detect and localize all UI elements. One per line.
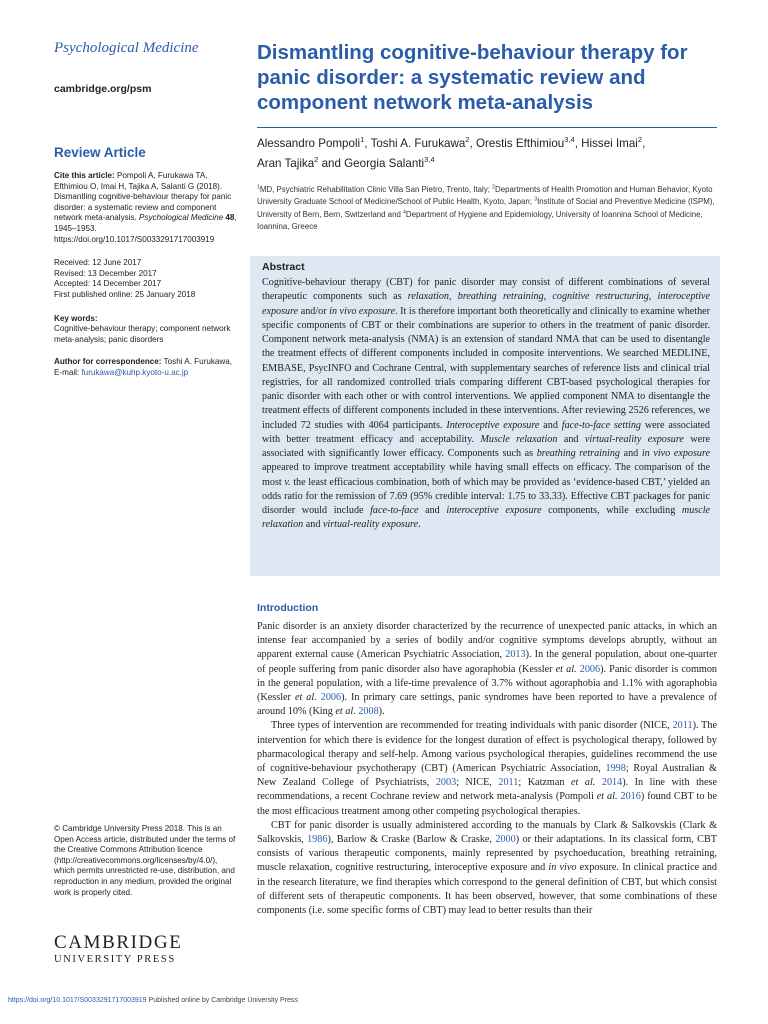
- author-name: Orestis Efthimiou: [475, 137, 565, 150]
- affiliation-mark: 1: [257, 184, 260, 191]
- paragraph-run: ).: [378, 706, 385, 718]
- reference-link[interactable]: 2003: [435, 777, 457, 789]
- abstract-run: face-to-face setting: [561, 419, 641, 431]
- author-separator: ,: [364, 137, 371, 150]
- author-separator: and: [318, 157, 345, 170]
- reference-link[interactable]: 2008: [358, 706, 379, 718]
- abstract-run: in vivo exposure: [329, 305, 396, 317]
- paragraph-run: exposure. In clinical practice and in the research literature, we find therapies which correspond to the general definition of CBT, but which consist of different sets of therapeutic components. It has been observed, however, that some combinations of these components (i.e. some specific forms of CBT) may lead to better results than their: [257, 862, 717, 917]
- author-name: Georgia Salanti: [344, 157, 425, 170]
- journal-name[interactable]: Psychological Medicine: [54, 40, 199, 56]
- article-header: [257, 40, 717, 234]
- cite-text: Pompoli A, Furukawa TA, Efthimiou O, Imai H, Tajika A, Salanti G (2018). Dismantling cognitive-behaviour therapy for panic disorder: a systematic review and component network meta-analysis.: [54, 171, 232, 223]
- introduction-text: [257, 620, 717, 918]
- paragraph-run: ; Royal Australian & New Zealand College of Psychiatrists,: [257, 763, 717, 789]
- author-affiliation-mark: 3,4: [564, 135, 575, 145]
- paragraph-run: et al.: [596, 791, 618, 803]
- abstract-run: Muscle relaxation: [480, 433, 558, 445]
- article-type: Review Article: [54, 145, 146, 160]
- cite-doi-link[interactable]: doi.org/10.1017/S0033291717003919: [78, 234, 215, 244]
- introduction-paragraph: [257, 719, 717, 818]
- abstract-run: breathing retraining: [536, 448, 620, 459]
- abstract-run: virtual-reality exposure: [584, 433, 684, 445]
- paragraph-run: in vivo: [548, 862, 577, 874]
- paragraph-run: CBT for panic disorder is usually administered according to the manuals by Clark & Salkovskis (Clark & Salkovskis,: [257, 819, 717, 846]
- reference-link[interactable]: 1986: [307, 834, 328, 846]
- cambridge-university-press-logo: [54, 933, 240, 965]
- paragraph-run: et al.: [570, 777, 596, 789]
- citation-block: [54, 171, 240, 245]
- abstract-run: and: [539, 419, 562, 431]
- author-affiliation-mark: 3,4: [424, 155, 435, 165]
- paragraph-run: ). The intervention for which there is evidence for the longest duration of effect is psychological therapy, followed by pharmacological therapy and self-help. Among various psychological therapies, guidelines recommend the use of cognitive-behaviour psychotherapy (CBT) (American Psychiatric Association,: [257, 720, 717, 775]
- correspondence-name: Toshi A. Furukawa, E-mail:: [54, 357, 232, 377]
- author-affiliation-mark: 2: [637, 135, 643, 145]
- author-name: Toshi A. Furukawa: [370, 137, 466, 150]
- abstract-run: ,: [449, 291, 458, 303]
- article-title: Dismantling cognitive-behaviour therapy for panic disorder: a systematic review and component network meta-analysis: [257, 41, 688, 114]
- abstract-run: muscle relaxation: [262, 505, 711, 531]
- cite-volume: 48: [225, 213, 235, 223]
- abstract-run: Interoceptive exposure: [446, 419, 540, 431]
- author-separator: ,: [574, 137, 582, 150]
- license-text: © Cambridge University Press 2018. This is an Open Access article, distributed under the terms of the Creative Commons Attribution licence (http://creativecommons.org/licenses/by/4.0/), which permits unrestricted re-use, distribution, and reproduction in any medium, provided the original work is properly cited.: [54, 824, 236, 897]
- abstract-text: [262, 276, 710, 533]
- reference-link[interactable]: 1998: [605, 763, 626, 775]
- paragraph-run: et al.: [555, 663, 577, 675]
- abstract-run: in vivo exposure: [641, 448, 711, 459]
- footer-doi-link[interactable]: https://doi.org/10.1017/S0033291717003919: [8, 997, 147, 1004]
- abstract-run: interoceptive exposure: [446, 505, 542, 516]
- abstract-run: interoceptive exposure: [262, 291, 711, 317]
- cite-pages: , 1945–1953. https://: [54, 213, 237, 244]
- author-affiliation-mark: 2: [314, 155, 319, 165]
- article-sidebar: [54, 40, 240, 379]
- author-separator: ,: [642, 137, 646, 150]
- footer-published-text: Published online by Cambridge University Press: [146, 997, 298, 1004]
- affiliation-mark: 2: [492, 184, 496, 191]
- introduction-paragraph: [257, 819, 717, 918]
- paragraph-run: ; NICE,: [456, 777, 499, 789]
- abstract-run: v.: [284, 476, 291, 488]
- abstract-run: and: [418, 505, 447, 516]
- abstract-run: components, while excluding: [541, 505, 682, 516]
- affiliation-text: Departments of Health Promotion and Human Behavior, Kyoto University Graduate School of Medicine/School of Public Health, Kyoto, Japan;: [257, 185, 713, 207]
- date-published: First published online: 25 January 2018: [54, 289, 196, 299]
- abstract-run: and: [620, 448, 642, 459]
- paragraph-run: ). Panic disorder is common in the general population, with a life-time prevalence of 3.7% without agoraphobia and 1.1% with agoraphobia (Kessler: [257, 663, 718, 704]
- reference-link[interactable]: 2016: [620, 791, 641, 803]
- date-received: Received: 12 June 2017: [54, 258, 142, 268]
- paragraph-run: ). In primary care settings, panic syndromes have been reported to have a prevalence of around 10% (King: [257, 692, 718, 718]
- abstract-run: and: [557, 433, 585, 445]
- author-list: [257, 134, 717, 174]
- affiliation-text: Institute of Social and Preventive Medicine (ISPM), University of Bern, Bern, Switzerland and: [257, 197, 715, 219]
- reference-link[interactable]: 2011: [672, 720, 693, 732]
- affiliations: [257, 184, 717, 234]
- abstract-run: ,: [543, 291, 553, 303]
- abstract-run: .: [418, 519, 421, 531]
- affiliation-mark: 4: [403, 209, 406, 216]
- date-accepted: Accepted: 14 December 2017: [54, 279, 162, 289]
- paragraph-run: et al.: [335, 706, 356, 718]
- reference-link[interactable]: 2013: [505, 649, 526, 661]
- paragraph-run: Panic disorder is an anxiety disorder characterized by the recurrence of unexpected panic attacks, in which an intense fear accompanied by a series of bodily and/or cognitive symptoms develops abruptly, without an apparent external cause (American Psychiatric Association,: [257, 621, 717, 661]
- abstract-run: and/or: [298, 305, 330, 317]
- title-divider: [257, 127, 717, 128]
- affiliation-mark: 3: [534, 196, 538, 203]
- correspondence-label: Author for correspondence:: [54, 357, 162, 367]
- affiliation-text: Department of Hygiene and Epidemiology, University of Ioannina School of Medicine, Ioannina, Greece: [257, 209, 703, 232]
- logo-line1: CAMBRIDGE: [54, 932, 183, 953]
- paragraph-run: ) or their adaptations. In its classical form, CBT consists of various therapeutic components, mainly represented by psychoeducation, breathing retraining, muscle relaxation, cognitive restructuring, interoceptive exposure and: [257, 834, 717, 874]
- author-name: Hissei Imai: [581, 137, 638, 150]
- author-affiliation-mark: 2: [465, 135, 470, 145]
- dates-block: [54, 258, 240, 300]
- abstract-run: the least efficacious combination, both of which may be provided as ‘evidence-based CBT,’ yielded an odds ratio for the remission of 7.69 (95% credible interval: 1.75 to 33.33). Effective CBT packages for panic disorder would include: [262, 476, 710, 516]
- author-affiliation-mark: 1: [360, 135, 365, 145]
- author-name: Aran Tajika: [257, 157, 315, 170]
- abstract-run: and: [303, 519, 323, 531]
- paragraph-run: Three types of intervention are recommended for treating individuals with panic disorder (NICE,: [271, 720, 673, 732]
- paragraph-run: ; Katzman: [518, 777, 571, 789]
- abstract-run: cognitive restructuring: [552, 291, 649, 303]
- correspondence-block: [54, 357, 240, 378]
- paragraph-run: ). In line with these recommendations, a recent Cochrane review and network meta-analysis (Pompoli: [257, 777, 717, 803]
- abstract-run: virtual-reality exposure: [322, 519, 419, 531]
- paragraph-run: ) found CBT to be the most efficacious treatment among other competing psychological therapies.: [257, 791, 717, 817]
- abstract-run: relaxation: [407, 291, 449, 303]
- author-name: Alessandro Pompoli: [257, 137, 361, 150]
- reference-link[interactable]: 2000: [495, 834, 516, 846]
- reference-link[interactable]: 2006: [320, 692, 342, 704]
- abstract-run: Cognitive-behaviour therapy (CBT) for panic disorder may consist of different combinations of several therapeutic components such as: [262, 277, 710, 303]
- reference-link[interactable]: 2011: [498, 777, 519, 789]
- cite-label: Cite this article:: [54, 171, 115, 180]
- cite-journal: Psychological Medicine: [139, 213, 224, 223]
- journal-url-link[interactable]: cambridge.org/psm: [54, 83, 152, 95]
- abstract-run: appeared to improve treatment acceptability while having small effects on efficacy. The comparison of the most: [262, 462, 710, 488]
- abstract-run: . It is therefore important both theoretically and clinically to examine whether specific components of CBT or their combinations are superior to others in the treatment of panic disorder. Component network meta-analysis (NMA) is an extension of standard NMA that can be used to disentangle the treatment effects of different components included in composite interventions. We searched MEDLINE, EMBASE, PsycINFO and Cochrane Central, with supplementary searches of reference lists and clinical trial registries, for all randomized controlled trials comparing different CBT-based psychological therapies for panic disorder with each other or with control interventions. We applied component NMA to disentangle the treatment effects of different components included in these interventions. After reviewing 2526 references, we included 72 studies with 4064 participants.: [262, 305, 710, 431]
- abstract-run: were associated with better treatment efficacy and acceptability.: [262, 419, 710, 445]
- introduction-paragraph: [257, 620, 717, 719]
- abstract-run: were associated with significantly lower efficacy. Components such as: [262, 433, 711, 459]
- paragraph-run: et al.: [294, 692, 317, 704]
- correspondence-email-link[interactable]: furukawa@kuhp.kyoto-u.ac.jp: [81, 367, 189, 377]
- logo-line2: UNIVERSITY PRESS: [54, 954, 176, 965]
- date-revised: Revised: 13 December 2017: [54, 268, 157, 278]
- abstract-run: face-to-face: [370, 505, 419, 516]
- affiliation-text: MD, Psychiatric Rehabilitation Clinic Villa San Pietro, Trento, Italy;: [259, 185, 493, 194]
- reference-link[interactable]: 2006: [579, 663, 601, 675]
- abstract-run: ,: [648, 291, 658, 303]
- abstract-run: breathing retraining: [457, 291, 544, 303]
- paragraph-run: ). In the general population, about one-quarter of people suffering from panic disorder also have agoraphobia (Kessler: [257, 649, 717, 675]
- keywords-block: [54, 314, 240, 346]
- author-separator: ,: [469, 137, 476, 150]
- reference-link[interactable]: 2014: [601, 777, 623, 789]
- introduction-heading: Introduction: [257, 602, 319, 614]
- keywords-text: Cognitive-behaviour therapy; component network meta-analysis; panic disorders: [54, 324, 231, 344]
- keywords-label: Key words:: [54, 313, 98, 323]
- paragraph-run: ), Barlow & Craske (Barlow & Craske,: [327, 834, 496, 846]
- abstract-heading: Abstract: [262, 261, 305, 273]
